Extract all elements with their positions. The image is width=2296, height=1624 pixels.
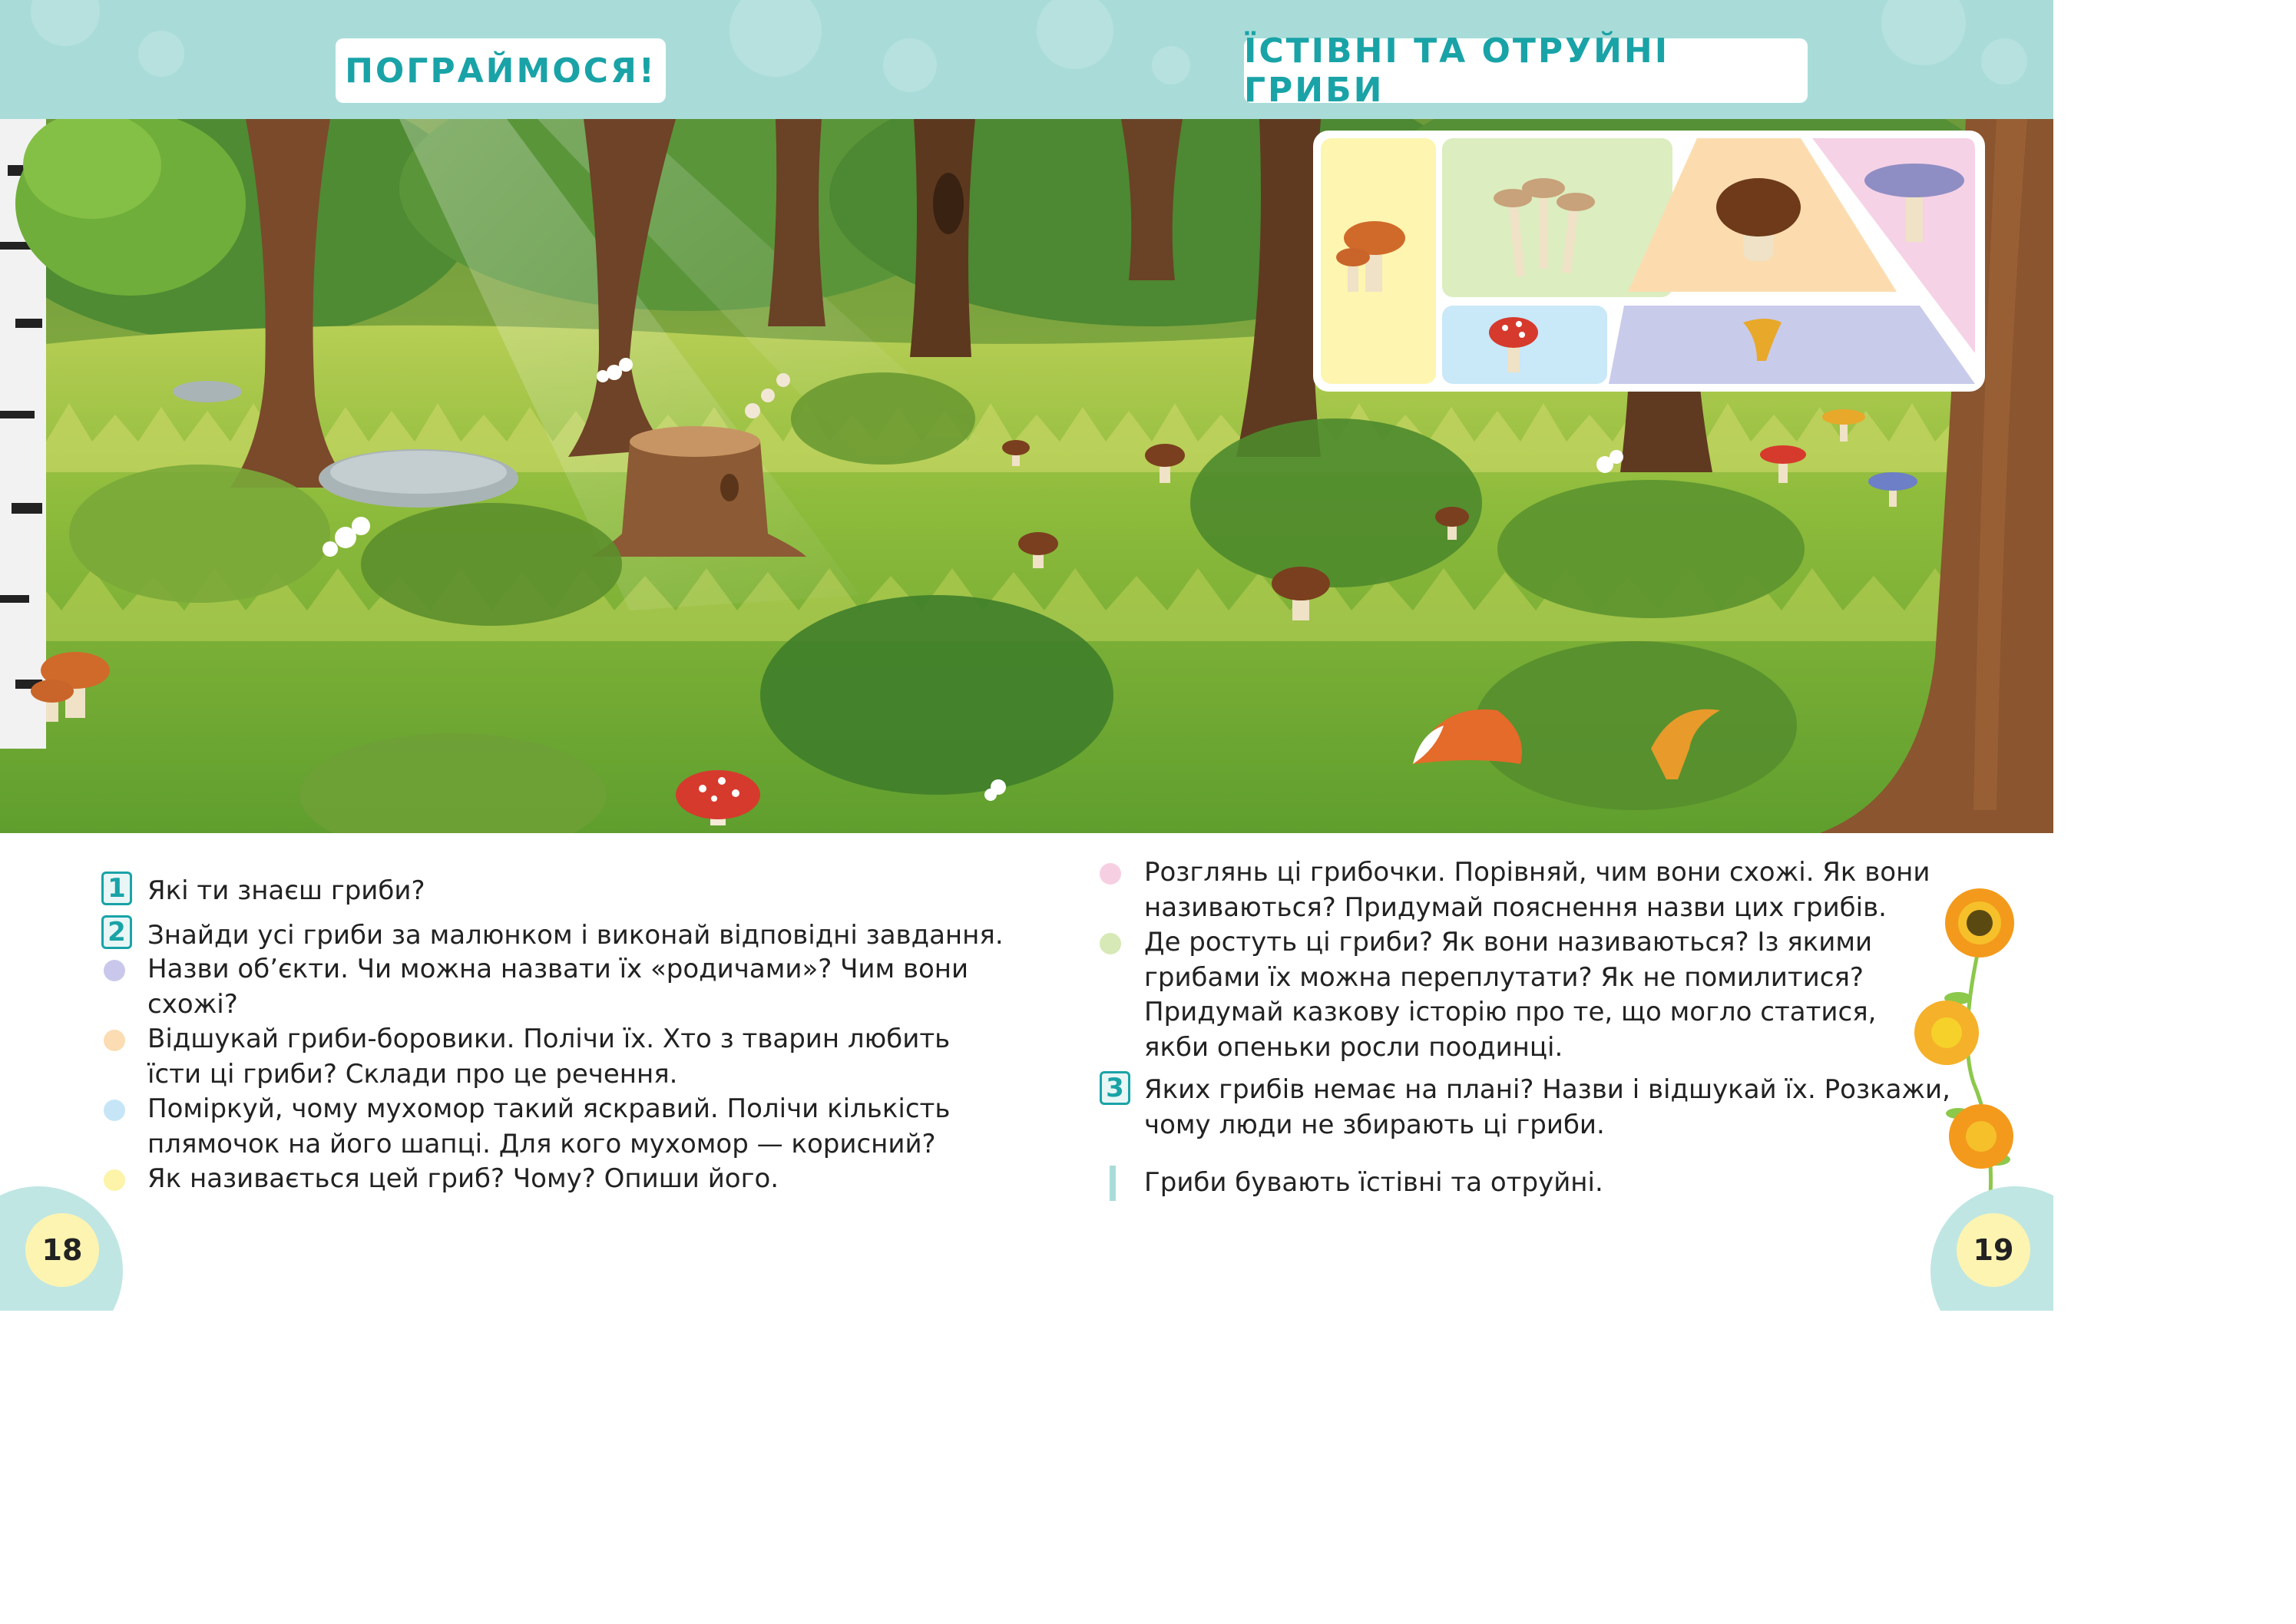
- bullet-dot-pink: [1100, 863, 1121, 885]
- bullet-peach-text: [147, 1022, 950, 1092]
- task-3-line: Яких грибів немає на плані? Назви і відшукай їх. Розкажи,: [1144, 1074, 1950, 1105]
- task-1-line: Які ти знаєш гриби?: [147, 875, 425, 906]
- task-2-text: [147, 918, 1004, 954]
- bullet-yellow-text: [147, 1162, 779, 1197]
- bullet-green-text: [1144, 925, 1876, 1065]
- task-3-text: [1144, 1073, 1950, 1143]
- conclusion-bar: [1110, 1166, 1116, 1201]
- bullet-dot-yellow: [104, 1169, 125, 1191]
- bullet-line: Назви об’єкти. Чи можна назвати їх «родичами»? Чим вони: [147, 954, 969, 984]
- bullet-line: якби опеньки росли поодинці.: [1144, 1031, 1563, 1063]
- task-2-line: Знайди усі гриби за малюнком і виконай відповідні завдання.: [147, 920, 1004, 951]
- bullet-line: плямочок на його шапці. Для кого мухомор — корисний?: [147, 1128, 936, 1159]
- page-title-right: ЇСТІВНІ ТА ОТРУЙНІ ГРИБИ: [1244, 38, 1808, 103]
- task-3-line: чому люди не збирають ці гриби.: [1144, 1109, 1605, 1140]
- bullet-line: Де ростуть ці гриби? Як вони називаються? Із якими: [1144, 927, 1873, 958]
- bullet-line: схожі?: [147, 988, 238, 1020]
- bullet-line: Відшукай гриби-боровики. Полічи їх. Хто з тварин любить: [147, 1024, 951, 1054]
- bullet-line: Розглянь ці грибочки. Порівняй, чим вони схожі. Як вони: [1144, 857, 1930, 888]
- bullet-line: Поміркуй, чому мухомор такий яскравий. Полічи кількість: [147, 1093, 951, 1124]
- bullet-dot-blue: [104, 1100, 125, 1121]
- bullet-pink-text: [1144, 855, 1930, 925]
- conclusion-text: Гриби бувають їстівні та отруйні.: [1144, 1167, 1603, 1198]
- bullet-dot-green: [1100, 933, 1121, 954]
- task-number-3: 3: [1100, 1071, 1130, 1105]
- bullet-line: грибами їх можна переплутати? Як не помилитися?: [1144, 961, 1864, 993]
- bullet-blue-text: [147, 1092, 950, 1162]
- mushroom-plan: [1313, 131, 1985, 392]
- bullet-dot-lavender: [104, 960, 125, 981]
- header-band: [0, 0, 2053, 119]
- page-number-left: 18: [25, 1213, 99, 1287]
- bullet-line: називаються? Придумай пояснення назви цих грибів.: [1144, 891, 1887, 923]
- forest-illustration: [0, 119, 2053, 833]
- task-number-1: 1: [101, 872, 132, 905]
- task-1-text: [147, 874, 425, 909]
- bullet-dot-peach: [104, 1030, 125, 1051]
- bullet-lavender-text: [147, 952, 968, 1022]
- flower-icon: [1912, 883, 2020, 1229]
- task-number-2: 2: [101, 915, 132, 949]
- bullet-line: їсти ці гриби? Склади про це речення.: [147, 1058, 678, 1090]
- bullet-line: Придумай казкову історію про те, що могло статися,: [1144, 997, 1877, 1027]
- bullet-line: Як називається цей гриб? Чому? Опиши його.: [147, 1163, 779, 1194]
- page-number-right: 19: [1957, 1213, 2030, 1287]
- page-title-left: ПОГРАЙМОСЯ!: [336, 38, 666, 103]
